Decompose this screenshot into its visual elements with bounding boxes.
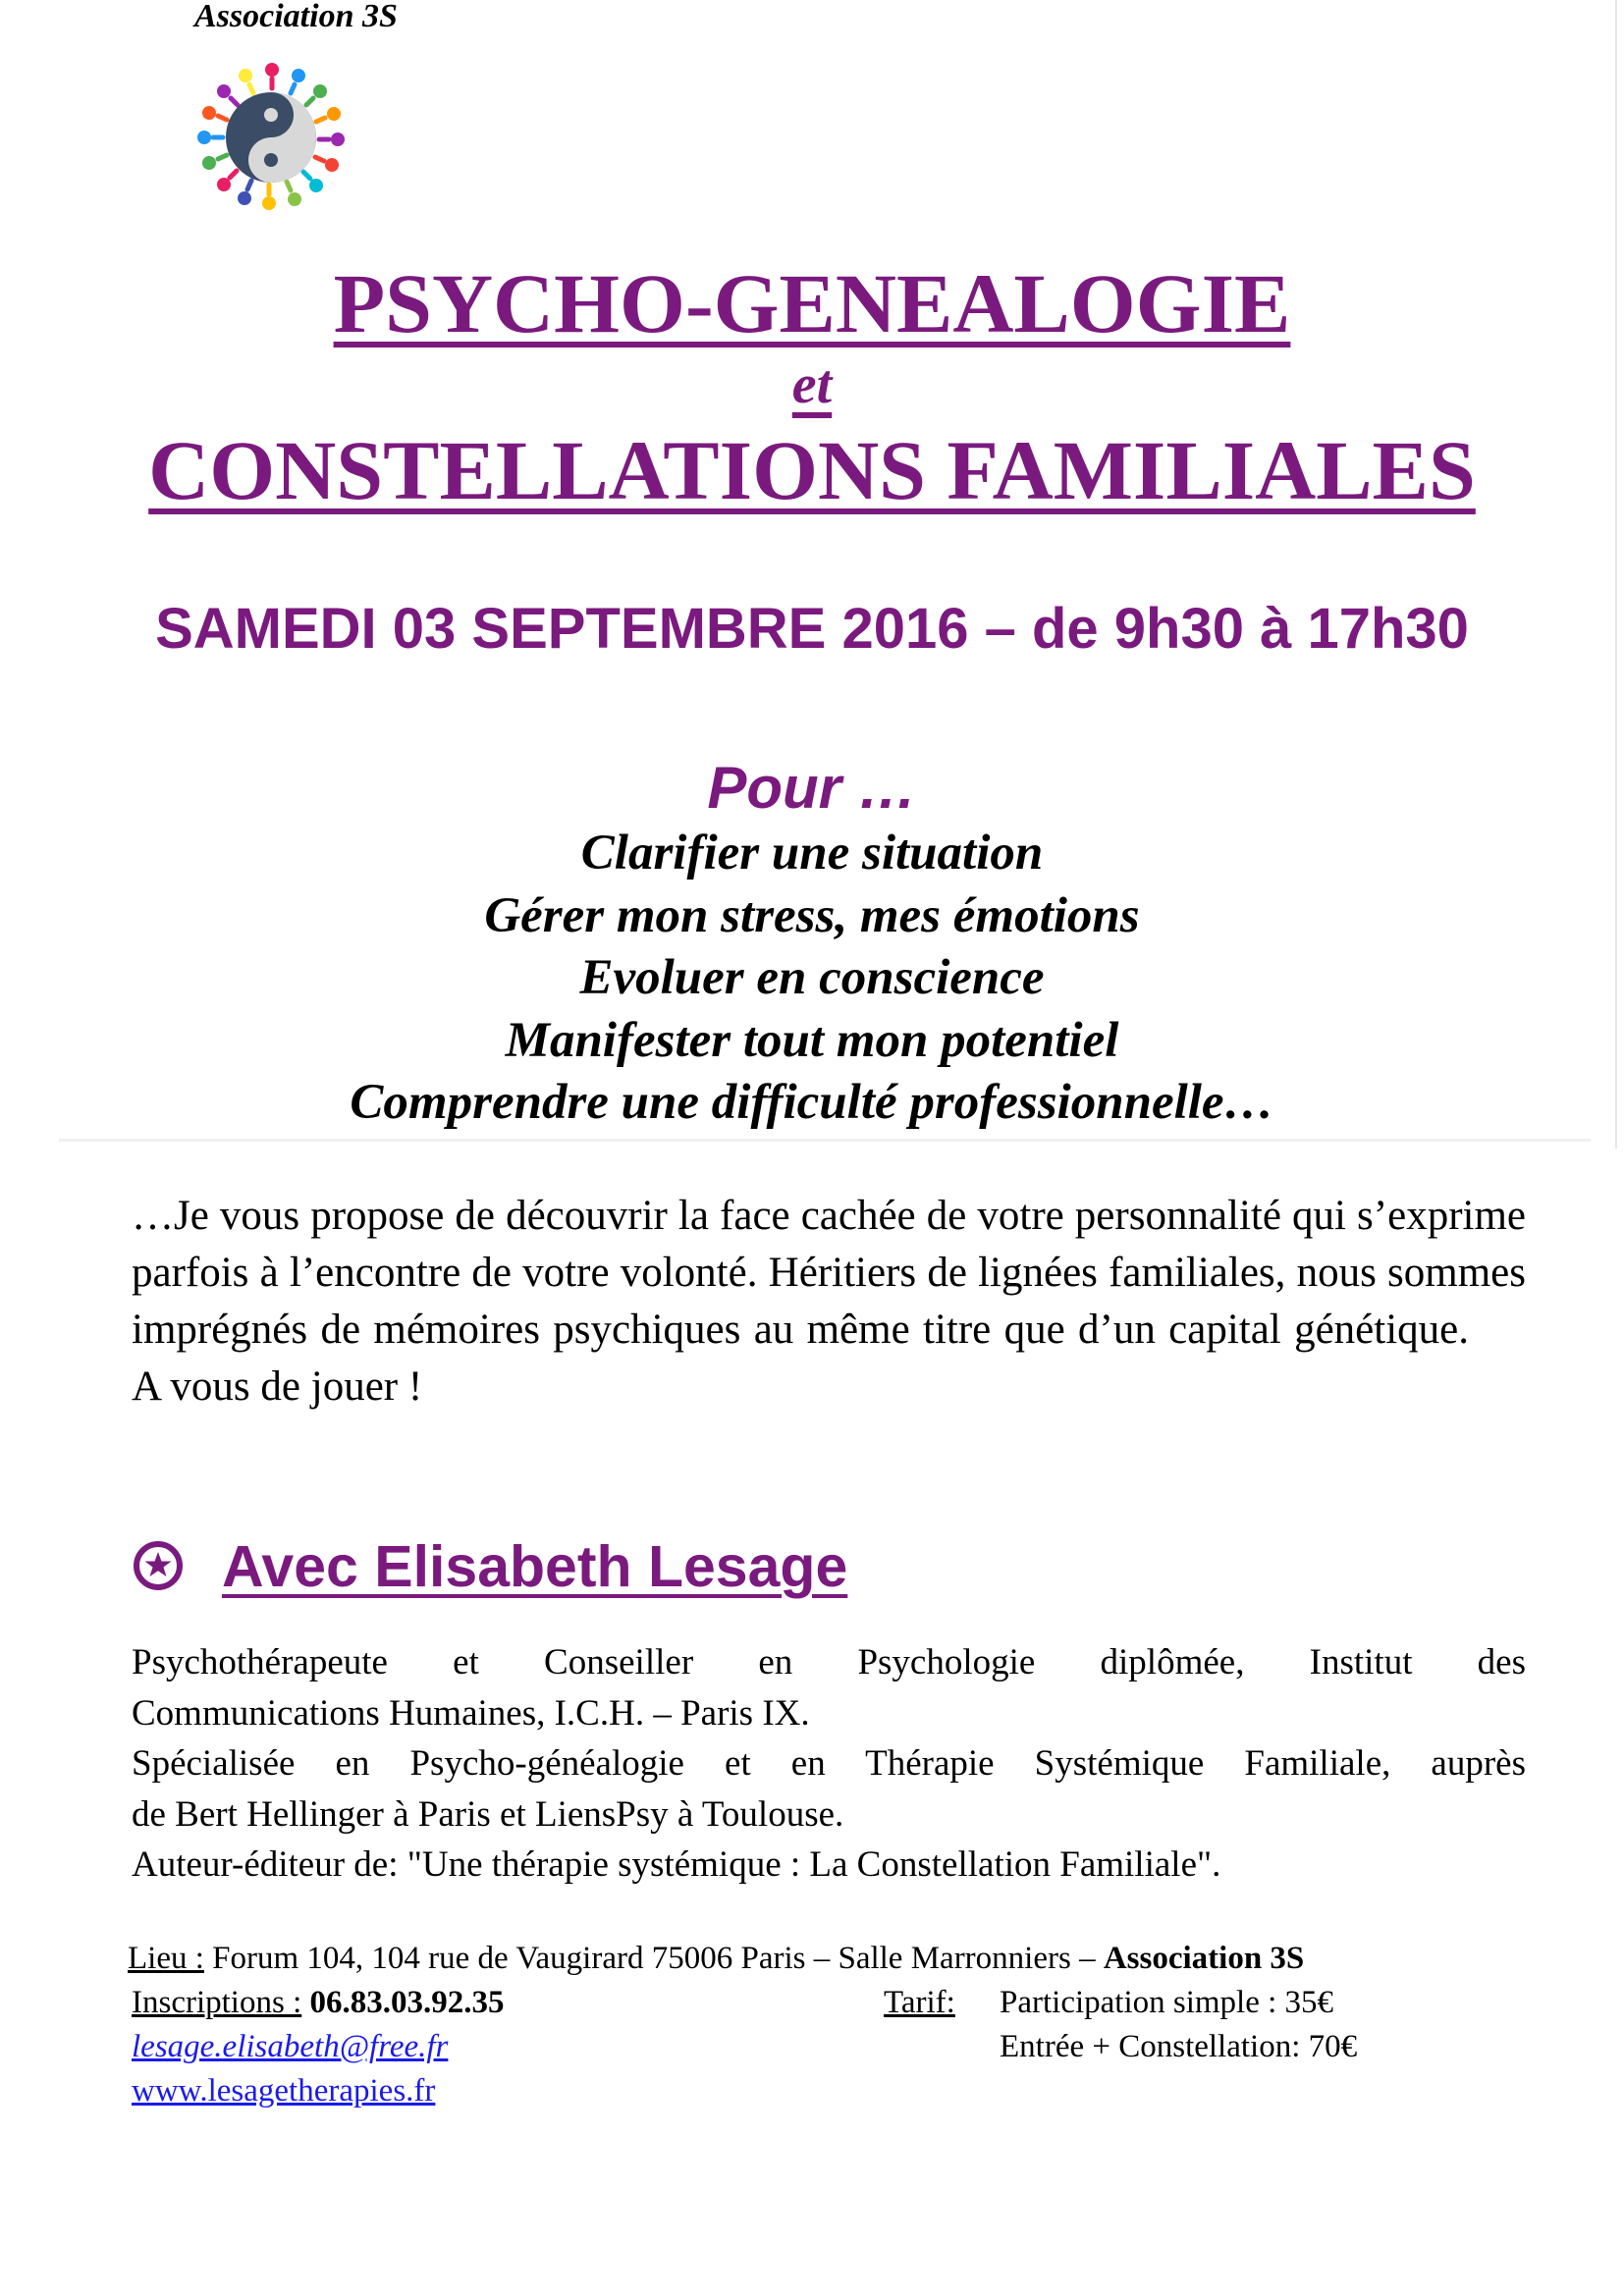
inscriptions-phone: 06.83.03.92.35 bbox=[301, 1985, 505, 2020]
email-link[interactable]: lesage.elisabeth@free.fr bbox=[132, 2029, 449, 2064]
presenter-bio bbox=[132, 1637, 1526, 1891]
inscriptions-line bbox=[132, 1981, 504, 2025]
event-date: SAMEDI 03 SEPTEMBRE 2016 – de 9h30 à 17h30 bbox=[155, 597, 1469, 661]
website-link[interactable]: www.lesagetherapies.fr bbox=[132, 2073, 436, 2109]
bio-line: Spécialisée en Psycho-généalogie et en Thérapie Systémique Familiale, auprès bbox=[132, 1743, 1526, 1784]
association-name: Association 3S bbox=[194, 0, 398, 34]
page-edge-line bbox=[1615, 0, 1617, 1148]
lieu-line bbox=[128, 1937, 1304, 1981]
star-circle-icon bbox=[132, 1539, 185, 1592]
title-connector: et bbox=[791, 354, 833, 415]
bio-line: Auteur-éditeur de: "Une thérapie systémique : La Constellation Familiale". bbox=[132, 1844, 1221, 1885]
pour-heading: Pour … bbox=[707, 755, 917, 821]
bio-line: Communications Humaines, I.C.H. – Paris IX. bbox=[132, 1692, 810, 1734]
intro-paragraph bbox=[132, 1188, 1526, 1415]
lieu-value: Forum 104, 104 rue de Vaugirard 75006 Paris – Salle Marronniers – bbox=[203, 1941, 1104, 1976]
inscriptions-label: Inscriptions : bbox=[132, 1985, 302, 2020]
intro-text: …Je vous propose de découvrir la face cachée de votre personnalité qui s’exprime parfois à l’encontre de votre volonté. Héritiers de lignées familiales, nous sommes imprégnés de mémoires psychiques au même titre que d’un capital génétique. bbox=[132, 1193, 1526, 1353]
globe-with-people-circle-logo bbox=[189, 57, 355, 214]
bio-line: de Bert Hellinger à Paris et LiensPsy à Toulouse. bbox=[132, 1793, 844, 1835]
intro-closing: A vous de jouer ! bbox=[132, 1363, 423, 1410]
lieu-org: Association 3S bbox=[1103, 1941, 1305, 1976]
tarif-label: Tarif: bbox=[884, 1985, 955, 2020]
title-line-1: PSYCHO-GENEALOGIE bbox=[333, 256, 1291, 350]
presenter-title: Avec Elisabeth Lesage bbox=[222, 1534, 848, 1599]
tarif-simple: Participation simple : 35€ bbox=[1000, 1985, 1334, 2020]
goal-item: Gérer mon stress, mes émotions bbox=[484, 887, 1140, 943]
goal-item: Clarifier une situation bbox=[580, 826, 1044, 881]
goals-list bbox=[0, 823, 1624, 1135]
section-divider bbox=[59, 1139, 1591, 1142]
goal-item: Evoluer en conscience bbox=[579, 950, 1045, 1005]
lieu-label: Lieu : bbox=[128, 1941, 204, 1976]
goal-item: Manifester tout mon potentiel bbox=[505, 1012, 1119, 1068]
title-line-2: CONSTELLATIONS FAMILIALES bbox=[148, 423, 1476, 517]
tarif-constellation: Entrée + Constellation: 70€ bbox=[1000, 2029, 1358, 2064]
goal-item: Comprendre une difficulté professionnelle… bbox=[350, 1075, 1274, 1130]
bio-line: Psychothérapeute et Conseiller en Psychologie diplômée, Institut des bbox=[132, 1642, 1526, 1682]
